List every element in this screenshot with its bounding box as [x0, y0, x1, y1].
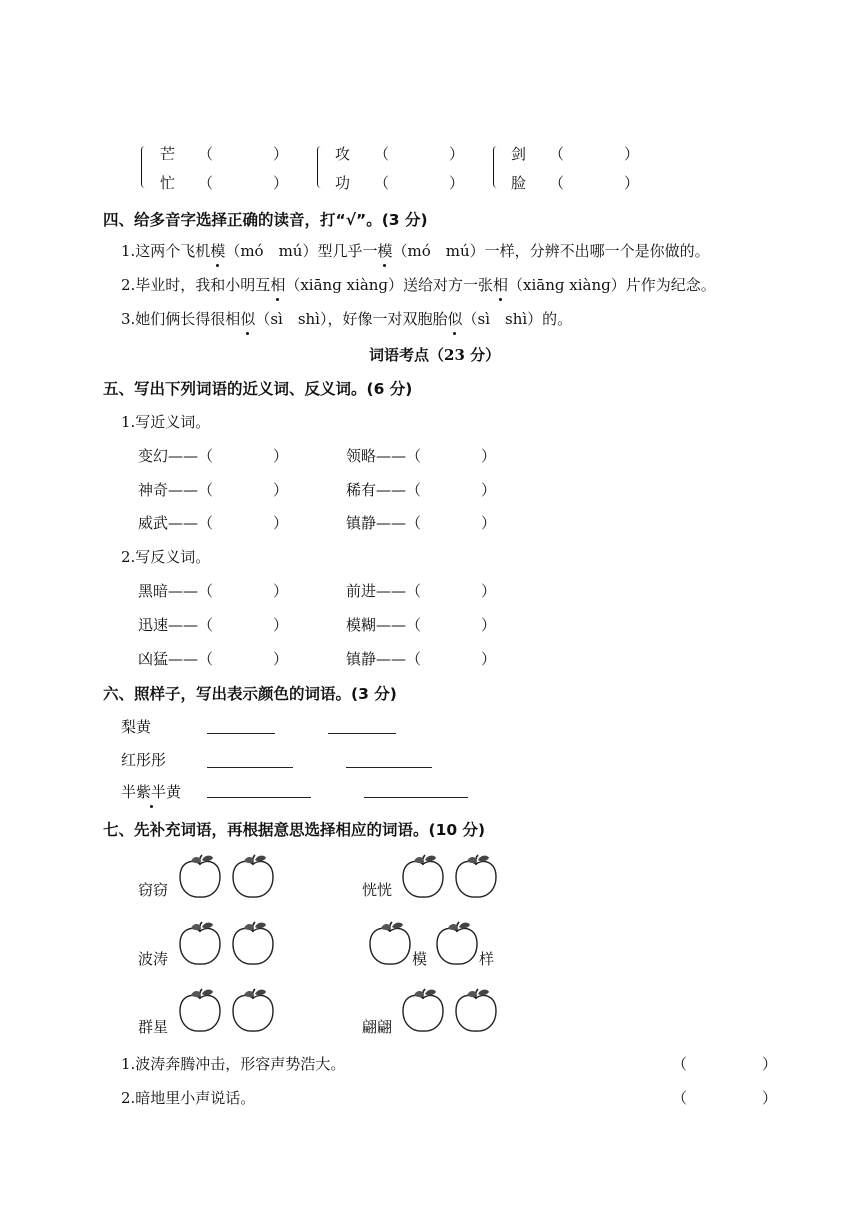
answer-blank[interactable]: （ ）	[549, 174, 640, 192]
word-prefix: 翩翩	[362, 1018, 393, 1036]
antonym-item: 镇静——（ ）	[346, 650, 497, 668]
word-prefix: 恍恍	[362, 881, 393, 899]
answer-blank[interactable]: （ ）	[198, 174, 289, 192]
answer-line[interactable]	[207, 733, 275, 734]
antonym-item: 模糊——（ ）	[346, 616, 497, 634]
apple-answer-box[interactable]	[367, 920, 413, 966]
apple-answer-box[interactable]	[400, 987, 446, 1033]
apple-answer-box[interactable]	[177, 987, 223, 1033]
char: 芒	[160, 145, 176, 163]
answer-line[interactable]	[328, 733, 396, 734]
apple-answer-box[interactable]	[177, 853, 223, 899]
answer-line[interactable]	[364, 797, 468, 798]
synonym-subtitle: 1.写近义词。	[121, 413, 211, 431]
answer-line[interactable]	[207, 767, 293, 768]
answer-blank[interactable]: （ ）	[549, 145, 640, 163]
synonym-item: 变幻——（ ）	[138, 447, 289, 465]
char: 忙	[160, 174, 176, 192]
question-5-title: 五、写出下列词语的近义词、反义词。(6 分)	[103, 380, 413, 398]
question-4-title: 四、给多音字选择正确的读音，打“√”。(3 分)	[103, 211, 428, 229]
answer-blank[interactable]: （ ）	[198, 145, 289, 163]
synonym-item: 神奇——（ ）	[138, 481, 289, 499]
antonym-item: 迅速——（ ）	[138, 616, 289, 634]
word-prefix: 波涛	[138, 950, 169, 968]
brace	[317, 146, 324, 188]
word-prefix: 群星	[138, 1018, 169, 1036]
brace	[141, 146, 148, 188]
question-4-item-1: 1.这两个飞机模（mó mú）型几乎一模（mó mú）一样，分辨不出哪一个是你做的。	[121, 242, 710, 260]
synonym-item: 领略——（ ）	[346, 447, 497, 465]
word-part: 样	[479, 950, 495, 968]
answer-line[interactable]	[346, 767, 432, 768]
char: 功	[335, 174, 351, 192]
apple-answer-box[interactable]	[230, 920, 276, 966]
char: 剑	[511, 145, 527, 163]
answer-line[interactable]	[207, 797, 311, 798]
apple-answer-box[interactable]	[453, 987, 499, 1033]
question-4-item-3: 3.她们俩长得很相似（sì shì），好像一对双胞胎似（sì shì）的。	[121, 310, 573, 328]
question-4-item-2: 2.毕业时，我和小明互相（xiānɡ xiànɡ）送给对方一张相（xiānɡ xiànɡ）片作为纪念。	[121, 276, 716, 294]
answer-blank[interactable]: （ ）	[374, 145, 465, 163]
antonym-item: 黑暗——（ ）	[138, 582, 289, 600]
apple-answer-box[interactable]	[434, 920, 480, 966]
word-part: 模	[412, 950, 428, 968]
synonym-item: 镇静——（ ）	[346, 514, 497, 532]
answer-blank[interactable]: （ ）	[672, 1055, 778, 1073]
antonym-item: 凶猛——（ ）	[138, 650, 289, 668]
word-prefix: 窃窃	[138, 881, 169, 899]
meaning-item: 2.暗地里小声说话。	[121, 1089, 256, 1107]
color-word: 红彤彤	[121, 751, 167, 769]
question-6-title: 六、照样子，写出表示颜色的词语。(3 分)	[103, 685, 397, 703]
apple-answer-box[interactable]	[400, 853, 446, 899]
answer-blank[interactable]: （ ）	[374, 174, 465, 192]
brace	[493, 146, 500, 188]
answer-blank[interactable]: （ ）	[672, 1089, 778, 1107]
question-7-title: 七、先补充词语，再根据意思选择相应的词语。(10 分)	[103, 821, 486, 839]
char: 脸	[511, 174, 527, 192]
antonym-item: 前进——（ ）	[346, 582, 497, 600]
synonym-item: 威武——（ ）	[138, 514, 289, 532]
apple-answer-box[interactable]	[177, 920, 223, 966]
antonym-subtitle: 2.写反义词。	[121, 548, 211, 566]
apple-answer-box[interactable]	[230, 987, 276, 1033]
color-word: 梨黄	[121, 718, 152, 736]
char: 攻	[335, 145, 351, 163]
synonym-item: 稀有——（ ）	[346, 481, 497, 499]
apple-answer-box[interactable]	[453, 853, 499, 899]
section-title: 词语考点（23 分）	[369, 346, 501, 364]
apple-answer-box[interactable]	[230, 853, 276, 899]
color-word: 半紫半黄	[121, 783, 182, 801]
meaning-item: 1.波涛奔腾冲击，形容声势浩大。	[121, 1055, 346, 1073]
